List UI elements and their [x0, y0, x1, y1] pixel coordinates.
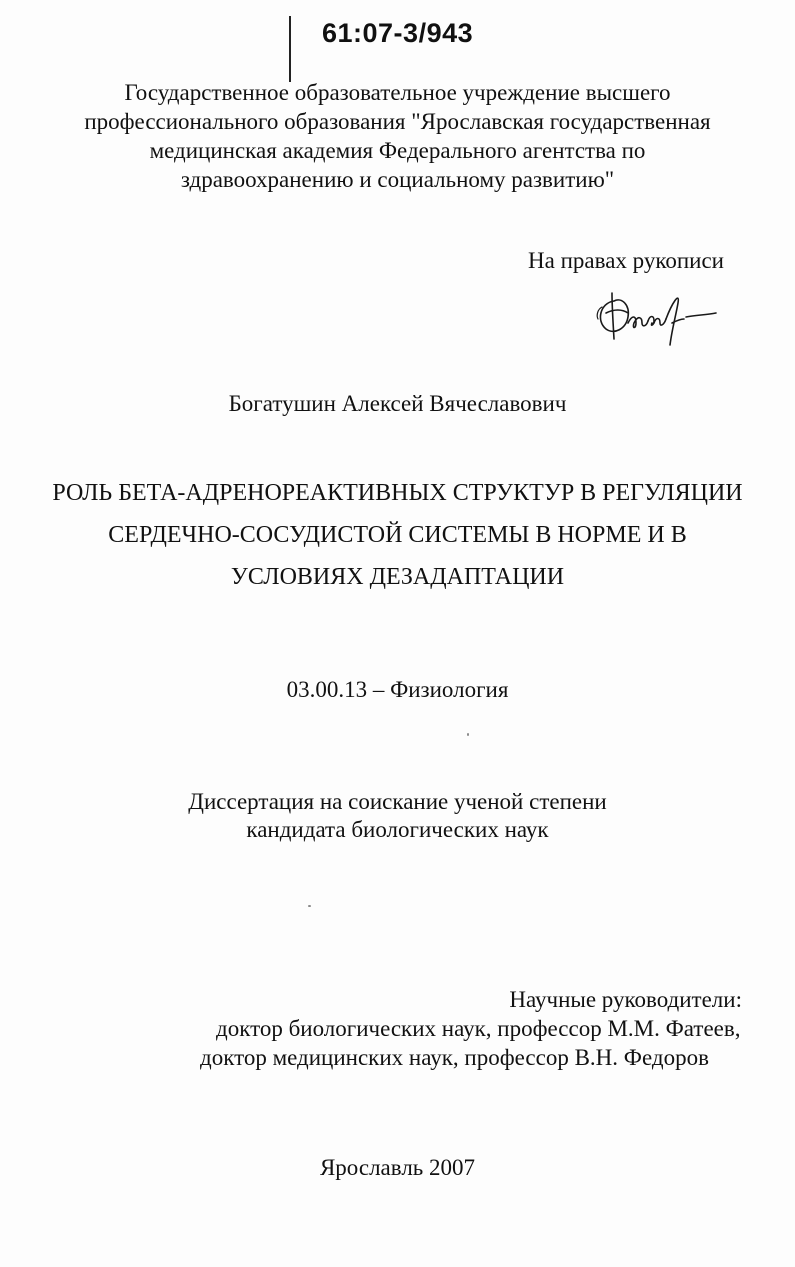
archive-code: 61:07-3/943: [322, 18, 474, 48]
city-year: Ярославль 2007: [319, 1155, 476, 1180]
title-line: СЕРДЕЧНО-СОСУДИСТОЙ СИСТЕМЫ В НОРМЕ И В: [108, 522, 687, 548]
scan-speck: [308, 905, 311, 907]
archive-stamp-divider: [289, 16, 291, 82]
institution-line: Государственное образовательное учреждение высшего: [124, 80, 671, 105]
institution-line: медицинская академия Федерального агентства по: [149, 138, 646, 163]
handwritten-signature: [592, 283, 722, 353]
supervisor-line: доктор биологических наук, профессор М.М. Фатеев,: [216, 1016, 741, 1041]
degree-statement: [0, 788, 795, 844]
degree-line: кандидата биологических наук: [246, 817, 549, 842]
title-line: УСЛОВИЯХ ДЕЗАДАПТАЦИИ: [230, 564, 565, 590]
institution-line: профессионального образования "Ярославская государственная: [84, 109, 711, 134]
dissertation-title: [40, 472, 755, 598]
scan-speck: [467, 733, 469, 736]
author-name: Богатушин Алексей Вячеславович: [228, 391, 567, 416]
degree-line: Диссертация на соискание ученой степени: [188, 789, 607, 814]
supervisors-heading: Научные руководители:: [509, 987, 742, 1012]
institution-block: [60, 78, 735, 194]
institution-line: здравоохранению и социальному развитию": [180, 167, 615, 192]
supervisor-line: доктор медицинских наук, профессор В.Н. Федоров: [200, 1045, 709, 1070]
title-line: РОЛЬ БЕТА-АДРЕНОРЕАКТИВНЫХ СТРУКТУР В РЕГУЛЯЦИИ: [52, 480, 743, 506]
specialty-code: 03.00.13 – Физиология: [286, 677, 509, 702]
supervisors-block: [200, 985, 745, 1072]
manuscript-note: На правах рукописи: [528, 248, 724, 273]
